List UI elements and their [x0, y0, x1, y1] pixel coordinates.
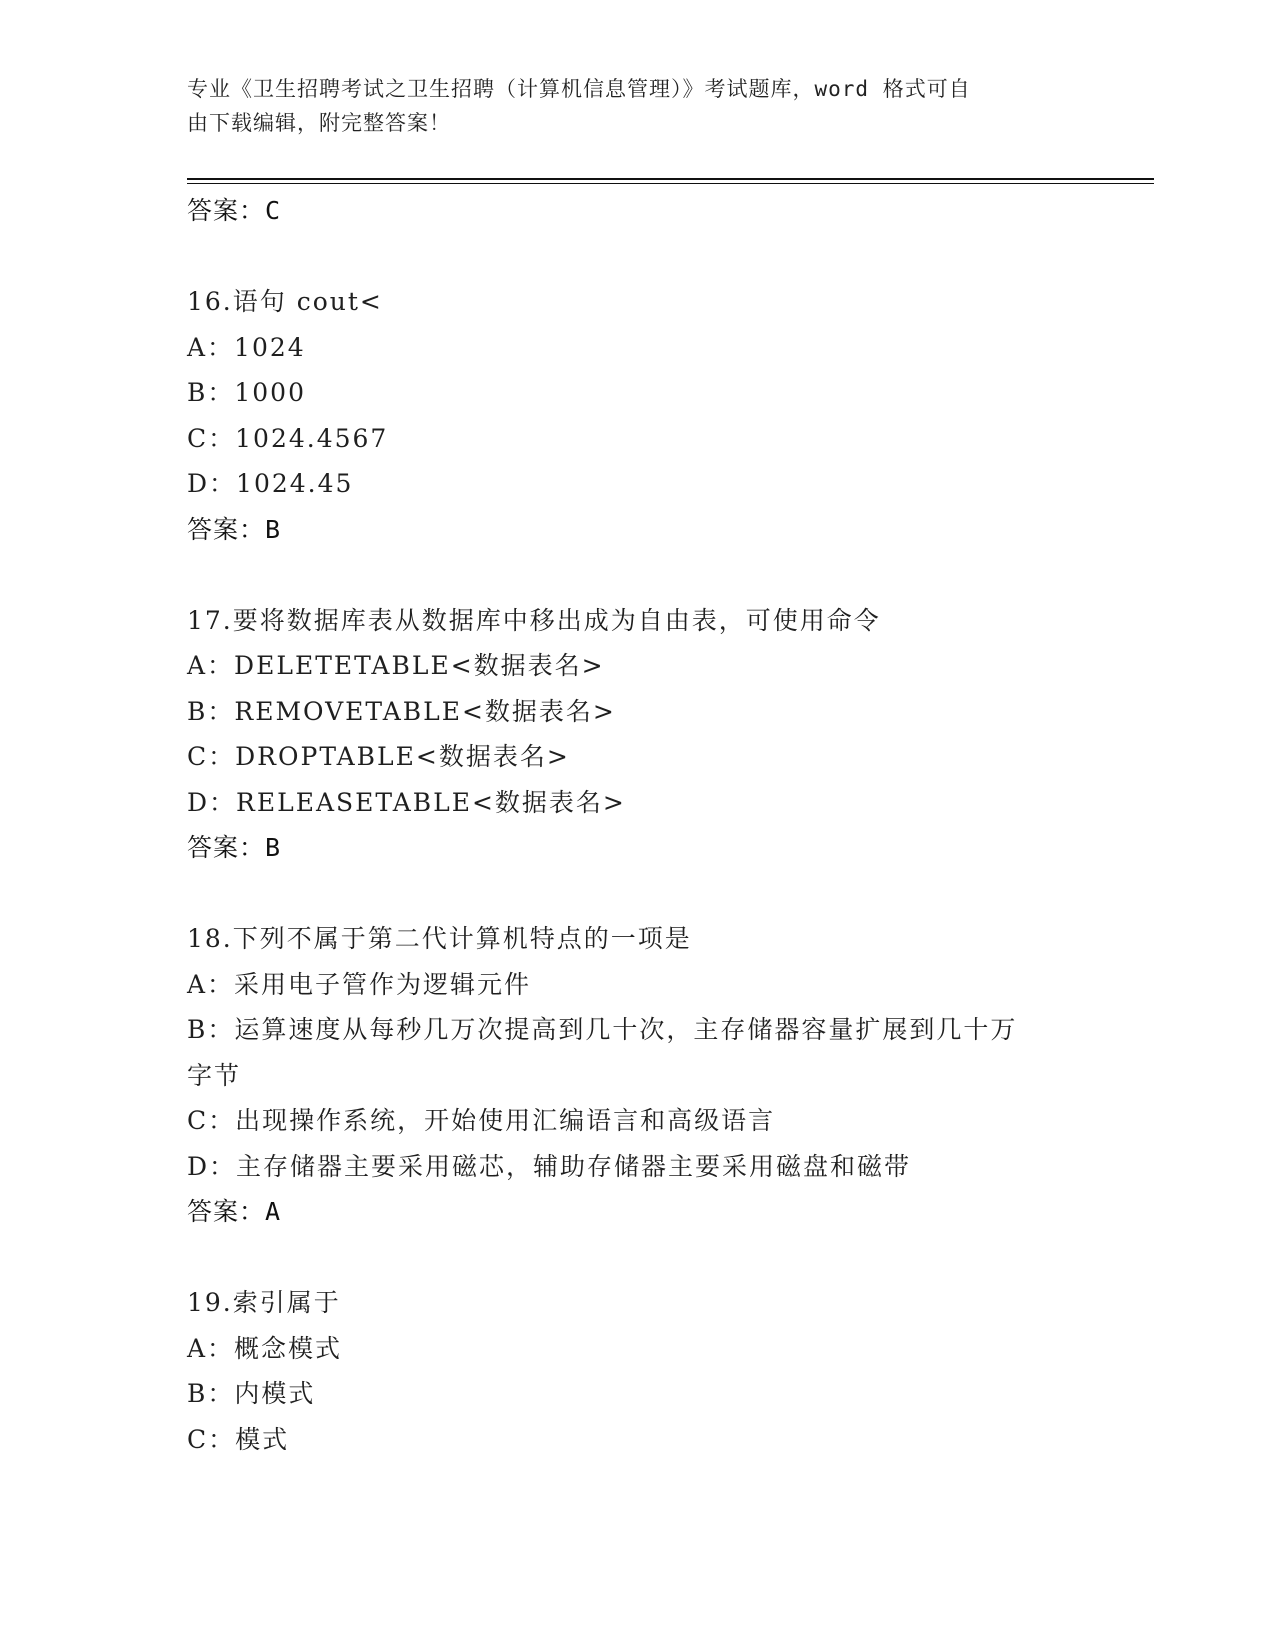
question-stem: 16.语句 cout< [187, 287, 383, 316]
option-b: B：REMOVETABLE<数据表名> [187, 696, 616, 726]
answer-line: 答案：A [187, 1197, 282, 1226]
option-b: B：运算速度从每秒几万次提高到几十次，主存储器容量扩展到几十万 [187, 1015, 1018, 1044]
question-block [187, 916, 1147, 1235]
option-d: D：主存储器主要采用磁芯，辅助存储器主要采用磁盘和磁带 [187, 1151, 912, 1181]
spacer [187, 871, 1147, 917]
question-block [187, 1280, 1147, 1462]
option-b: B：内模式 [187, 1379, 316, 1408]
question-stem: 17.要将数据库表从数据库中移出成为自由表，可使用命令 [187, 605, 881, 635]
answer-line: 答案：B [187, 514, 282, 544]
option-a: A：1024 [187, 332, 306, 362]
option-a: A：DELETETABLE<数据表名> [187, 651, 605, 680]
header-line-1: 专业《卫生招聘考试之卫生招聘（计算机信息管理）》考试题库，word 格式可自 [187, 77, 971, 101]
header-rule-thin [187, 183, 1154, 184]
spacer [187, 552, 1147, 598]
option-b-continued: 字节 [187, 1060, 242, 1090]
option-d: D：1024.45 [187, 469, 354, 498]
option-c: C：1024.4567 [187, 423, 389, 453]
question-block [187, 598, 1147, 871]
option-a: A：采用电子管作为逻辑元件 [187, 969, 532, 999]
question-stem: 19.索引属于 [187, 1288, 341, 1317]
header-line-2: 由下载编辑，附完整答案！ [187, 111, 451, 135]
question-list [187, 188, 1147, 1462]
question-block [187, 279, 1147, 552]
option-b: B：1000 [187, 378, 306, 407]
option-d: D：RELEASETABLE<数据表名> [187, 787, 626, 817]
spacer [187, 234, 1147, 280]
document-header [187, 72, 1067, 140]
option-c: C：DROPTABLE<数据表名> [187, 742, 570, 771]
answer-line: 答案：B [187, 833, 282, 862]
option-c: C：模式 [187, 1424, 290, 1454]
answer-line: 答案：C [187, 196, 282, 225]
header-rule-thick [187, 178, 1154, 180]
question-stem: 18.下列不属于第二代计算机特点的一项是 [187, 924, 692, 953]
option-a: A：概念模式 [187, 1333, 343, 1363]
option-c: C：出现操作系统，开始使用汇编语言和高级语言 [187, 1106, 776, 1135]
spacer [187, 1235, 1147, 1281]
